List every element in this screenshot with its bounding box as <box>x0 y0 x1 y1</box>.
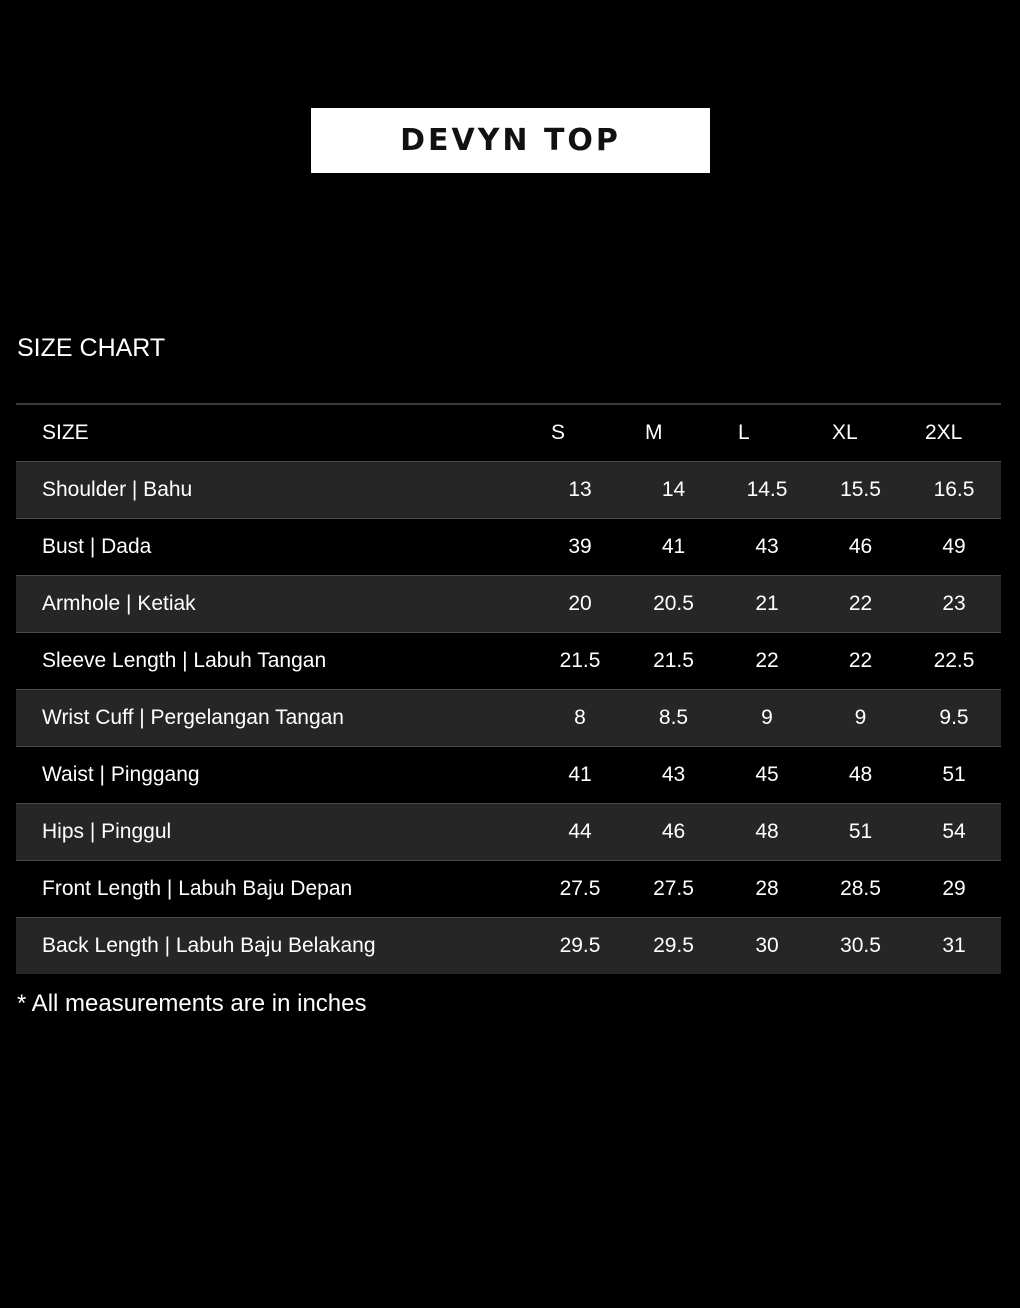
table-row <box>16 861 1001 918</box>
column-header: L <box>720 404 814 462</box>
measurement-value: 29.5 <box>627 918 720 975</box>
size-chart-table <box>16 403 1001 974</box>
measurement-value: 51 <box>814 804 907 861</box>
table-row <box>16 576 1001 633</box>
measurement-value: 30.5 <box>814 918 907 975</box>
measurement-value: 16.5 <box>907 462 1001 519</box>
measurement-value: 8.5 <box>627 690 720 747</box>
measurement-value: 21.5 <box>627 633 720 690</box>
measurement-value: 39 <box>533 519 627 576</box>
measurement-value: 43 <box>627 747 720 804</box>
measurement-value: 48 <box>814 747 907 804</box>
table-row <box>16 633 1001 690</box>
measurement-value: 28 <box>720 861 814 918</box>
measurement-value: 23 <box>907 576 1001 633</box>
measurement-value: 14 <box>627 462 720 519</box>
measurement-label: Shoulder | Bahu <box>16 462 533 519</box>
table-row <box>16 747 1001 804</box>
measurement-value: 15.5 <box>814 462 907 519</box>
measurement-value: 41 <box>533 747 627 804</box>
column-header: M <box>627 404 720 462</box>
measurement-value: 51 <box>907 747 1001 804</box>
measurement-value: 22.5 <box>907 633 1001 690</box>
measurement-value: 46 <box>627 804 720 861</box>
measurement-value: 48 <box>720 804 814 861</box>
column-header: SIZE <box>16 404 533 462</box>
measurement-label: Hips | Pinggul <box>16 804 533 861</box>
table-row <box>16 462 1001 519</box>
measurement-value: 9 <box>814 690 907 747</box>
table-row <box>16 804 1001 861</box>
measurement-value: 29.5 <box>533 918 627 975</box>
measurement-value: 22 <box>814 576 907 633</box>
measurement-value: 20.5 <box>627 576 720 633</box>
column-header: S <box>533 404 627 462</box>
measurement-value: 8 <box>533 690 627 747</box>
measurement-footnote: * All measurements are in inches <box>17 990 367 1017</box>
table-row <box>16 918 1001 975</box>
measurement-value: 27.5 <box>533 861 627 918</box>
measurement-value: 14.5 <box>720 462 814 519</box>
measurement-label: Armhole | Ketiak <box>16 576 533 633</box>
measurement-label: Sleeve Length | Labuh Tangan <box>16 633 533 690</box>
measurement-value: 31 <box>907 918 1001 975</box>
measurement-value: 27.5 <box>627 861 720 918</box>
measurement-value: 9 <box>720 690 814 747</box>
measurement-value: 54 <box>907 804 1001 861</box>
measurement-label: Waist | Pinggang <box>16 747 533 804</box>
title-box <box>311 108 710 173</box>
table-header-row <box>16 404 1001 462</box>
measurement-value: 9.5 <box>907 690 1001 747</box>
column-header: 2XL <box>907 404 1001 462</box>
measurement-label: Wrist Cuff | Pergelangan Tangan <box>16 690 533 747</box>
measurement-value: 49 <box>907 519 1001 576</box>
measurement-value: 29 <box>907 861 1001 918</box>
measurement-value: 45 <box>720 747 814 804</box>
measurement-value: 21.5 <box>533 633 627 690</box>
section-heading: SIZE CHART <box>17 334 166 362</box>
table-row <box>16 690 1001 747</box>
measurement-label: Back Length | Labuh Baju Belakang <box>16 918 533 975</box>
measurement-value: 28.5 <box>814 861 907 918</box>
measurement-value: 13 <box>533 462 627 519</box>
measurement-value: 20 <box>533 576 627 633</box>
measurement-value: 43 <box>720 519 814 576</box>
measurement-value: 22 <box>814 633 907 690</box>
measurement-value: 46 <box>814 519 907 576</box>
measurement-label: Bust | Dada <box>16 519 533 576</box>
measurement-value: 30 <box>720 918 814 975</box>
measurement-value: 21 <box>720 576 814 633</box>
page-title: DEVYN TOP <box>400 123 621 158</box>
column-header: XL <box>814 404 907 462</box>
measurement-value: 44 <box>533 804 627 861</box>
table-row <box>16 519 1001 576</box>
measurement-label: Front Length | Labuh Baju Depan <box>16 861 533 918</box>
measurement-value: 22 <box>720 633 814 690</box>
measurement-value: 41 <box>627 519 720 576</box>
